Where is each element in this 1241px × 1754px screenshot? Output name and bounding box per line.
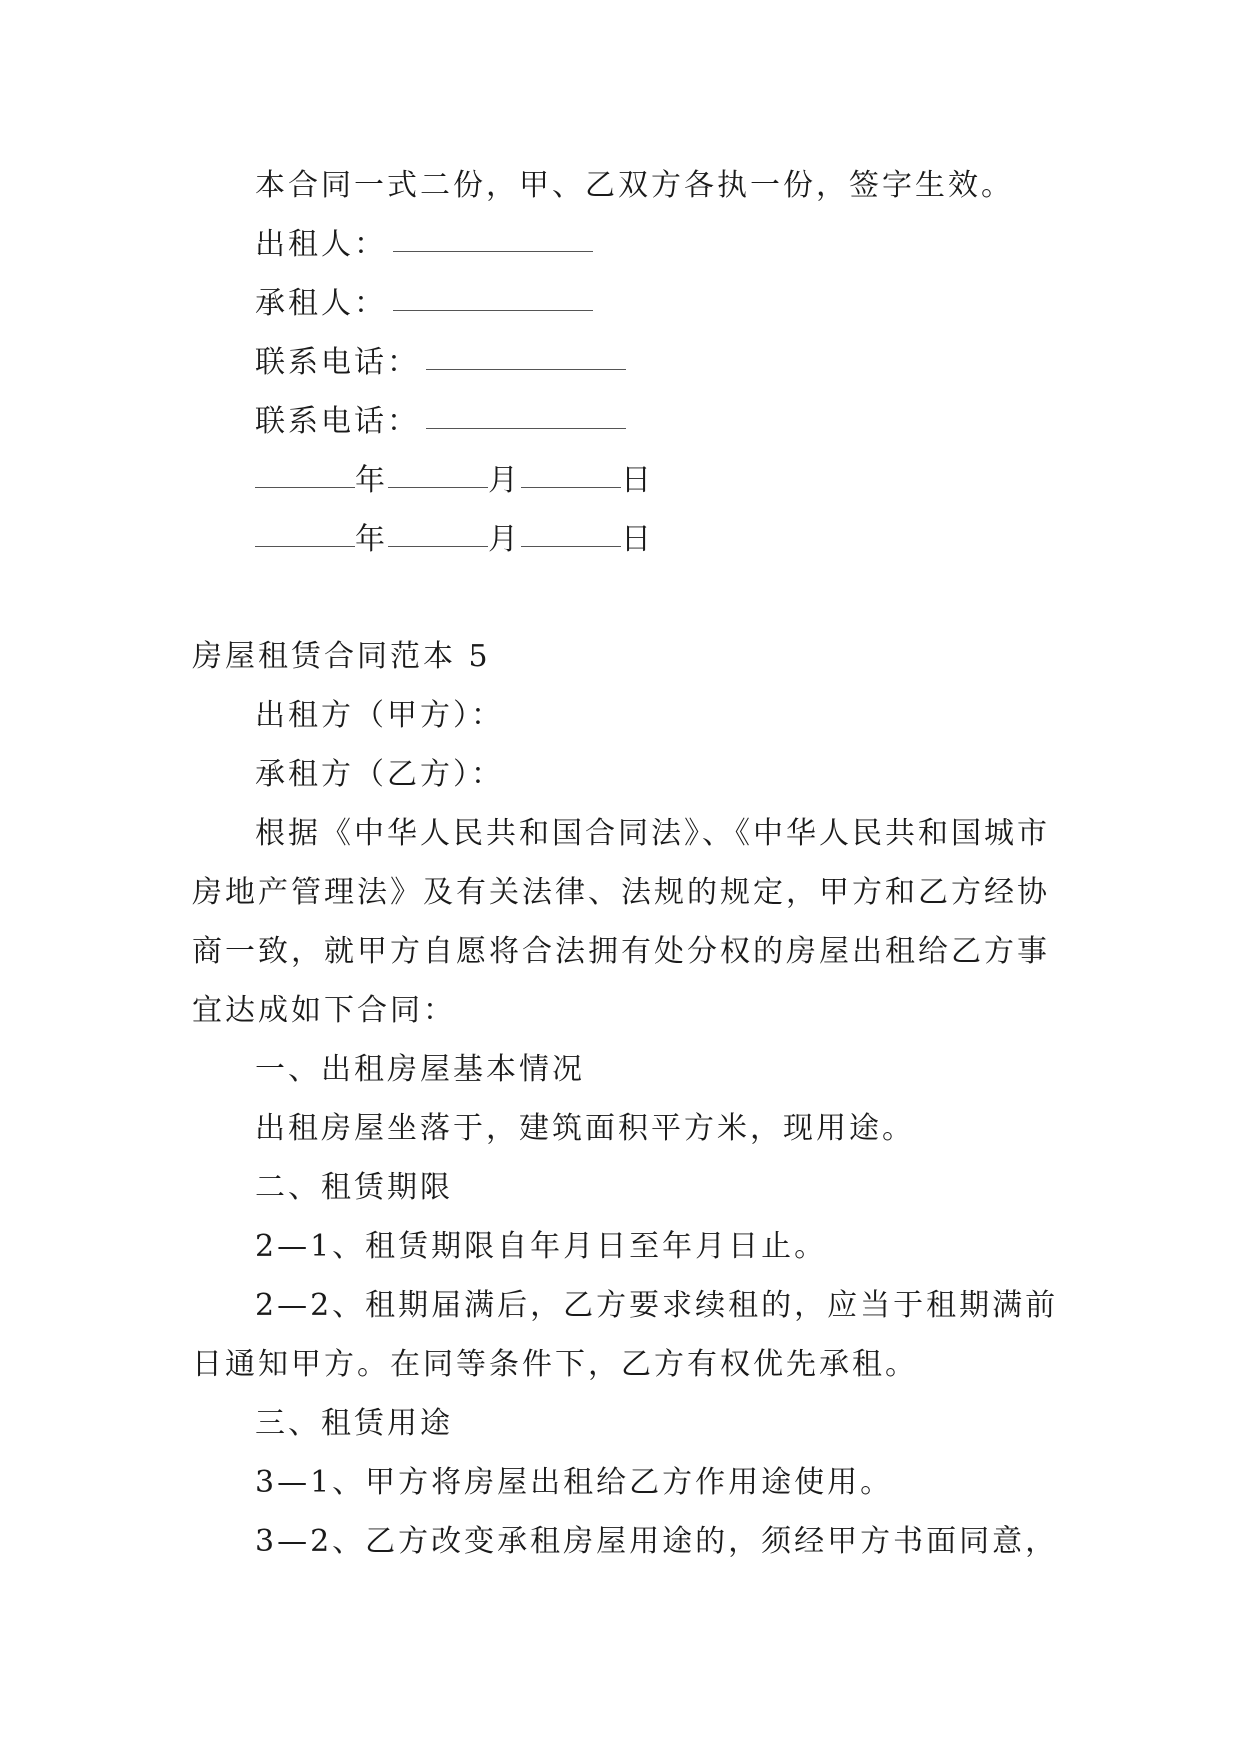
- year-label: 年: [355, 522, 388, 557]
- section-1-text: 出租房屋坐落于，建筑面积平方米，现用途。: [255, 1111, 915, 1146]
- year-blank: [255, 486, 355, 488]
- preamble-line: 宜达成如下合同：: [192, 993, 456, 1028]
- month-blank: [388, 545, 488, 547]
- contract-title: 房屋租赁合同范本 5: [192, 639, 491, 674]
- party-a-line: 出租方（甲方）：: [255, 698, 504, 733]
- section-3-title: 三、租赁用途: [255, 1406, 453, 1441]
- day-blank: [521, 545, 621, 547]
- clause-2-2-line: 日通知甲方。在同等条件下，乙方有权优先承租。: [192, 1347, 918, 1382]
- year-label: 年: [355, 463, 388, 498]
- lessor-label: 出租人：: [255, 227, 387, 262]
- phone-label-1: 联系电话：: [255, 345, 420, 380]
- year-blank: [255, 545, 355, 547]
- lessor-blank: [393, 250, 593, 252]
- month-label: 月: [488, 522, 521, 557]
- preamble-line: 房地产管理法》及有关法律、法规的规定，甲方和乙方经协: [192, 875, 1050, 910]
- date-line-2: [255, 520, 654, 560]
- phone-blank-1: [426, 368, 626, 370]
- day-label: 日: [621, 522, 654, 557]
- clause-2-1: 2—1、租赁期限自年月日至年月日止。: [255, 1229, 828, 1264]
- closing-statement: 本合同一式二份，甲、乙双方各执一份，签字生效。: [255, 168, 1014, 203]
- clause-3-1: 3—1、甲方将房屋出租给乙方作用途使用。: [255, 1465, 894, 1500]
- party-b-line: 承租方（乙方）：: [255, 757, 504, 792]
- day-label: 日: [621, 463, 654, 498]
- date-line-1: [255, 461, 654, 501]
- phone-line-1: [255, 343, 626, 383]
- clause-2-2-line: 2—2、租期届满后，乙方要求续租的，应当于租期满前: [255, 1288, 1059, 1323]
- lessor-signature-line: [255, 225, 593, 265]
- month-blank: [388, 486, 488, 488]
- clause-3-2: 3—2、乙方改变承租房屋用途的，须经甲方书面同意，: [255, 1524, 1059, 1559]
- lessee-blank: [393, 309, 593, 311]
- section-1-title: 一、出租房屋基本情况: [255, 1052, 585, 1087]
- preamble-line: 根据《中华人民共和国合同法》、《中华人民共和国城市: [255, 816, 1050, 851]
- lessee-signature-line: [255, 284, 593, 324]
- phone-label-2: 联系电话：: [255, 404, 420, 439]
- phone-line-2: [255, 402, 626, 442]
- month-label: 月: [488, 463, 521, 498]
- lessee-label: 承租人：: [255, 286, 387, 321]
- phone-blank-2: [426, 427, 626, 429]
- preamble-line: 商一致，就甲方自愿将合法拥有处分权的房屋出租给乙方事: [192, 934, 1050, 969]
- day-blank: [521, 486, 621, 488]
- section-2-title: 二、租赁期限: [255, 1170, 453, 1205]
